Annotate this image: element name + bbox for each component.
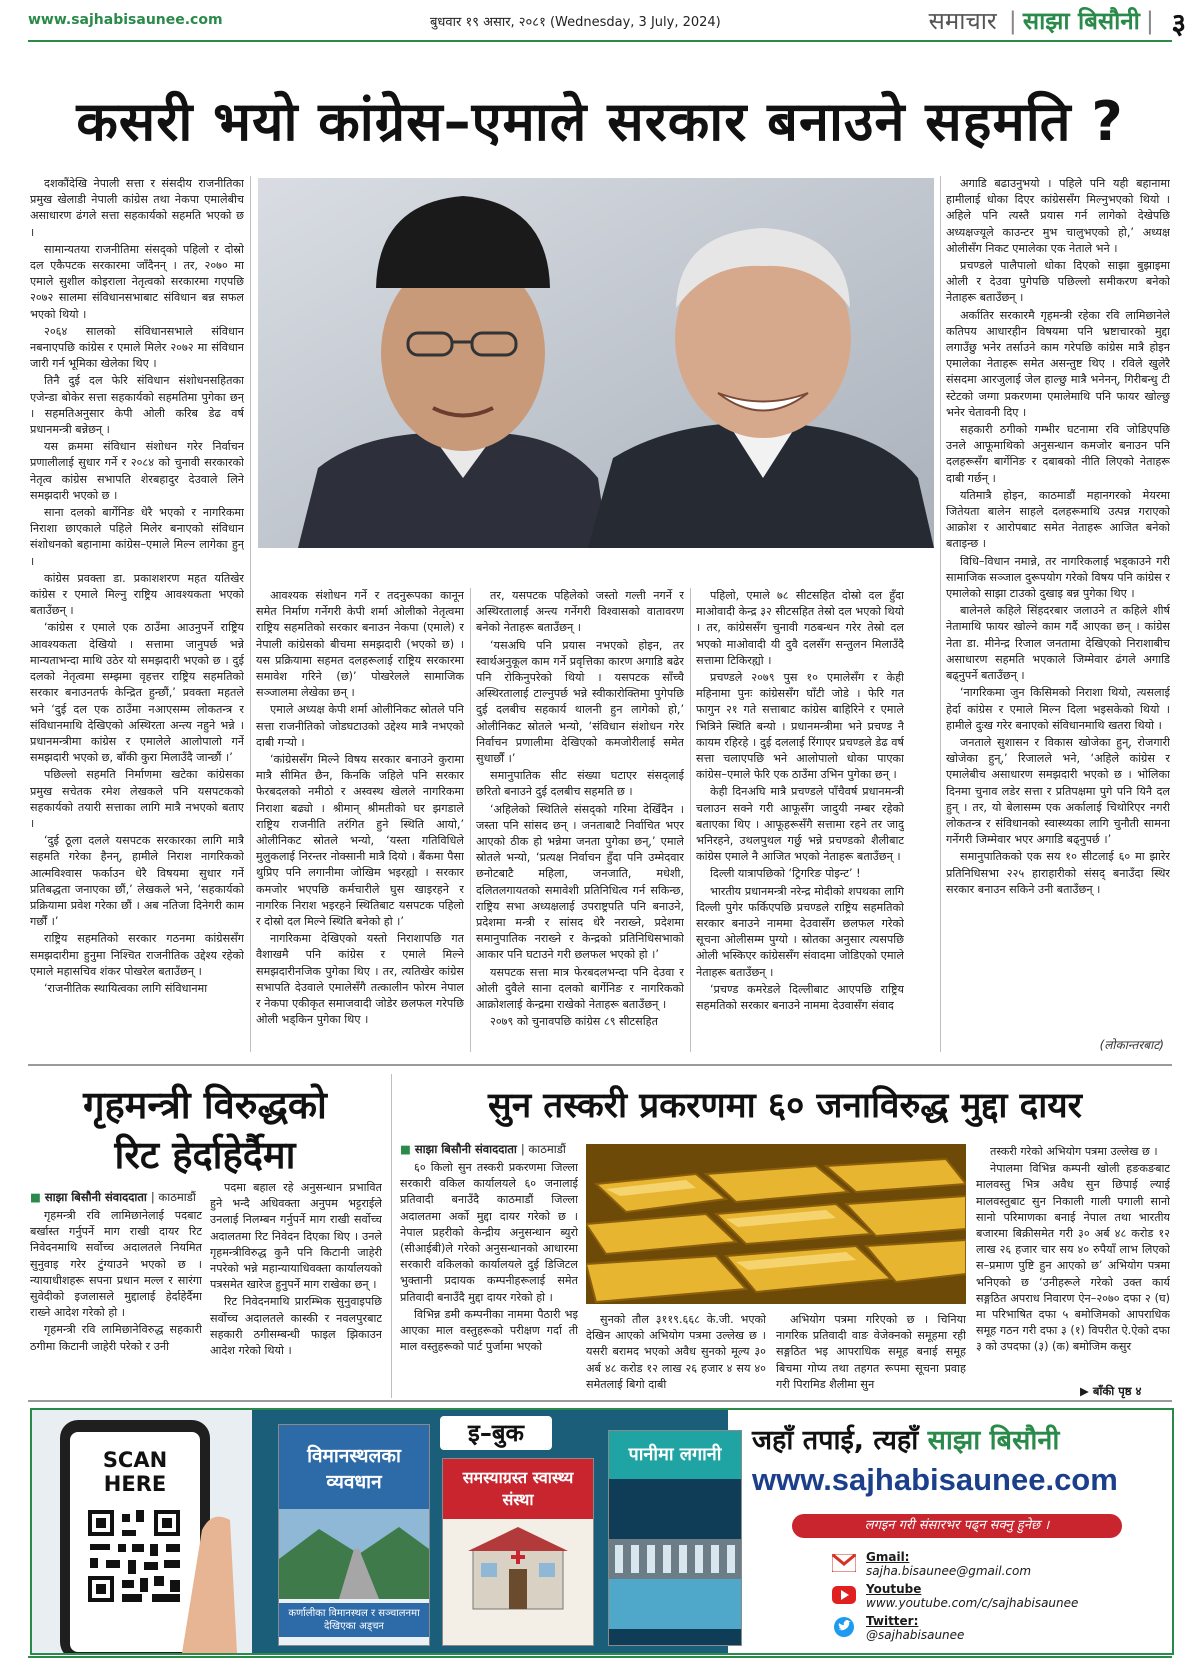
story3-col-3 [776,1312,966,1398]
contact-label: Youtube [866,1582,922,1596]
tagline [752,1420,1162,1457]
paragraph: पछिल्लो सहमति निर्माणमा खटेका कांग्रेसका प्रमुख सचेतक रमेश लेखकले पनि यसपटकको सहकार्यको तयारी सत्ताका लागि मात्रै नभएको बताए । [30,768,244,830]
scan-here-label: SCAN HERE [102,1448,168,1496]
paragraph: अभियोग पत्रमा गरिएको छ । चिनिया नागरिक प्रतिवादी वाङ वेजेक्नको समूहमा रही सङ्गठित भइ आपराधिक समूह बनाई समूह बिचमा गोप्य तथा तहगत रूपमा सूचना प्रवाह गरी पिरामिड शैलीमा सुन [776,1313,966,1391]
paragraph: भारतीय प्रधानमन्त्री नरेन्द्र मोदीको शपथका लागि दिल्ली पुगेर फर्किएपछि प्रचण्डले राष्ट्रिय सहमतिको सरकार बनाउने नाममा देउवासँग छलफल गरेको सूचना ओलीसम्म पुग्यो । स्रोतका अनुसार त्यसपछि ओली भस्किएर कांग्रेससँग संवादमा जोडिएको एमाले नेताहरू बताउँछन् । [696,884,904,979]
site-url[interactable]: www.sajhabisaunee.com [28,12,223,28]
main-col-1 [30,176,244,1052]
book-cover-2[interactable] [442,1458,594,1646]
paragraph: २०६४ सालको संविधानसभाले संविधान नबनाएपछि कांग्रेस र एमाले मिलेर २०७२ मा संविधान जारी गर्न भूमिका खेलेका थिए । [30,324,244,371]
byline-place: | काठमाडौं [520,1142,566,1156]
gold-bars-photo [586,1144,966,1304]
byline-place: | काठमाडौं [150,1190,196,1204]
ebook-label: इ–बुक [468,1419,524,1447]
paragraph: सामान्यतया राजनीतिमा संसद्को पहिलो र दोस्रो दल एकैपटक सरकारमा जाँदैनन् । तर, २०७० मा एमाले सुशील कोइराला नेतृत्वको सरकारमा गएपछि २०७२ सालमा संविधानसभाबाट संविधान बन्न सफल भएको थियो । [30,242,244,321]
paragraph: बालेनले कहिले सिंहदरबार जलाउने त कहिले शीर्ष नेतामाथि फायर खोल्ने काम गर्दै आएका छन् । कांग्रेस नेता डा. मीनेन्द्र रिजाल जनतामा देखिएको निराशाबीच असाधारण सहमति भएकाले जिम्मेवार ढंगले अगाडि बढ्नुपर्ने बताउँछन् । [946,604,1170,683]
paragraph: ‘अहिलेको स्थितिले संसद्को गरिमा देखिँदैन । जस्ता पनि सांसद छन् । जनताबाटै निर्वाचित भएर आएको ठीक हो भन्नेमा जनता पुगेका छन्,’ एमाले स्रोतले भन्यो, ‘प्रत्यक्ष निर्वाचन हुँदा पनि उम्मेदवार छनोटबाटै महिला, जनजाति, मधेशी, दलितलगायतको समावेशी प्रतिनिधित्व गर्न सकिन्छ, राष्ट्रिय सभा अध्यक्षलाई उपराष्ट्रपति पनि बनाउने, प्रदेशमा मन्त्री र सांसद धेरै नराख्ने, प्रदेशमा समानुपातिक नराख्ने र केन्द्रको प्रतिनिधिसभाको आकार पनि घटाउने गरी छलफल भएको हो ।’ [476,802,684,962]
contact-youtube[interactable] [832,1582,1152,1612]
main-col-4 [696,588,904,1052]
book-3-title: पानीमा लगानी [609,1431,741,1479]
paragraph: सहकारी ठगीको गम्भीर घटनामा रवि जोडिएपछि उनले आफूमाथिको अनुसन्धान कमजोर बनाउन पनि दलहरूसँग बार्गेनिङ र दबाबको नीति लिएको नेताहरू दाबी गर्छन् । [946,423,1170,485]
masthead: समाचार | साझा बिसौनी | [928,7,1154,35]
paragraph: प्रचण्डले २०७९ पुस १० एमालेसँग र केही महिनामा पुनः कांग्रेससँग घाँटी जोडे । फेरि गत फागुन २१ गते सत्ताबाट कांग्रेस बाहिरिने र एमाले भित्रिने स्थिति बन्यो । प्रधानमन्त्रीमा भने प्रचण्ड नै कायम रहिरहे । दुई दललाई रिंगाएर प्रचण्डले डेढ वर्ष सत्ता चलाएपछि भने आलोपालो धोका पाएका कांग्रेस–एमाले फेरि एक ठाउँमा उभिन पुगेका छन् । [696,671,904,782]
paragraph: समानुपातिक सीट संख्या घटाएर संसद्लाई छरितो बनाउने दुई दलबीच सहमति छ । [476,769,684,799]
column-divider [470,588,471,1052]
story2-headline [30,1080,380,1180]
book-cover-1[interactable] [278,1424,430,1646]
paragraph: एमाले अध्यक्ष केपी शर्मा ओलीनिकट स्रोतले पनि सत्ता राजनीतिको जोडघटाउको उद्देश्य मात्रै नभएको दाबी गर्‍यो । [256,703,464,749]
book-2-title: समस्याग्रस्त स्वास्थ्य संस्था [443,1459,593,1519]
column-divider [391,1074,392,1398]
paragraph: ‘यसअघि पनि प्रयास नभएको होइन, तर स्वार्थअनुकूल काम गर्ने प्रवृत्तिका कारण अगाडि बढेर पनि रोकिनुपरेको थियो । यसपटक साँच्चै अस्थिरतालाई टाल्नुपर्छ भन्ने स्वीकारोक्तिमा पुगेपछि दुई दलबीच सहकार्य थालनी हुन लागेको हो,’ ओलीनिकट स्रोतले भन्यो, ‘संविधान संशोधन गरेर निर्वाचन प्रणालीमा देखिएको कमजोरीलाई समेत सुधार्छौं ।’ [476,638,684,766]
paragraph: ‘नागरिकमा जुन किसिमको निराशा थियो, त्यसलाई हेर्दा कांग्रेस र एमाले मिल्न दिला भइसकेको थियो । हामीले दुःख गरेर बनाएको संविधानमाथि खतरा थियो । [946,686,1170,732]
paragraph: कांग्रेस प्रवक्ता डा. प्रकाशशरण महत यतिखेर कांग्रेस र एमाले मिल्नु राष्ट्रिय आवश्यकता भएको बताउँछन् । [30,571,244,618]
story2-headline-line2: रिट हेर्दाहेर्दैमा [114,1133,296,1177]
byline-name: साझा बिसौनी संवाददाता [44,1190,147,1204]
paragraph: गृहमन्त्री रवि लामिछानेलाई पदबाट बर्खास्त गर्नुपर्ने माग राखी दायर रिट निवेदनमाथि सर्वोच्च अदालतले नियमित सुनुवाइ गरेर टुंग्याउने भएको छ । न्यायाधीशहरू सपना प्रधान मल्ल र सारंगा सुवेदीको इजलासले मुद्दालाई हेर्दाहेर्दैमा राख्ने आदेश गरेको हो । [30,1209,202,1320]
column-divider [690,588,691,1052]
paragraph: विभिन्न डमी कम्पनीका नाममा पैठारी भइ आएका माल वस्तुहरूको परीक्षण गर्दा ती माल वस्तुहरूको पार्ट पुर्जामा भएको [400,1307,578,1354]
paragraph: जनताले सुशासन र विकास खोजेका हुन्, रोजगारी खोजेका हुन्,’ रिजालले भने, ‘अहिले कांग्रेस र एमालेबीच असाधारण समझदारी भएको छ । भोलिका दिनमा चुनाव लडेर सत्ता र प्रतिपक्षमा पुगे पनि यिनै दल हुन् । तर, यो बेलासम्म एक अर्कालाई चिथोरिएर नगरी लोकतन्त्र र संविधानको स्वास्थ्यका लागि चुनौती सामना गर्नेगरी जिम्मेवार भएर अगाडि बढ्नुपर्छ ।’ [946,735,1170,847]
paragraph: प्रचण्डले पालैपालो धोका दिएको साझा बुझाइमा ओली र देउवा पुगेपछि पछिल्लो समीकरण बनेको नेताहरू बताउँछन् । [946,259,1170,305]
tagline-text: जहाँ तपाई, त्यहाँ [752,1425,919,1456]
paragraph: नेपालमा विभिन्न कम्पनी खोली हङकङबाट मालवस्तु भित्र अवैध सुन छिपाई ल्याई मालवस्तुबाट सुन निकाली गाली पगाली सानो सानो परिमाणका बनाई नेपाल तथा भारतीय बजारमा बिक्रीसमेत गरी ३० अर्ब ४८ करोड १२ लाख २६ हजार चार सय ४० रुपैयाँ लाभ लिएको स–प्रमाण पुष्टि हुन आएको छ’ अभियोग पत्रमा भनिएको छ ‘उनीहरूले गरेको उक्त कार्य सङ्गठित अपराध निवारण ऐन–२०७० दफा २ (घ) मा परिभाषित दफा ५ बमोजिमको आपराधिक समूह गठन गरी दफा ३ (१) विपरीत ऐ.ऐको दफा ३ को उपदफा (३) (क) बमोजिम कसुर [976,1162,1170,1354]
paragraph: ६० किलो सुन तस्करी प्रकरणमा जिल्ला सरकारी वकिल कार्यालयले ६० जनालाई प्रतिवादी बनाउँदै काठमाडौं जिल्ला अदालतमा अर्को मुद्दा दायर गरेको छ । नेपाल प्रहरीको केन्द्रीय अनुसन्धान ब्युरो (सीआईबी)ले गरेको अनुसन्धानको आधारमा सरकारी वकिलको कार्यालयले दुई डिजिटल भुक्तानी प्रदायक कम्पनीहरूलाई समेत प्रतिवादी बनाउँदै मुद्दा दायर गरेको हो । [400,1161,578,1304]
column-divider [250,176,251,1052]
contact-gmail[interactable] [832,1550,1152,1580]
paragraph: तस्करी गरेको अभियोग पत्रमा उल्लेख छ । [990,1145,1158,1158]
paragraph: यसपटक सत्ता मात्र फेरबदलभन्दा पनि देउवा र ओली दुवैले साना दलको बार्गेनिङ र नागरिकको आक्रोशलाई केन्द्रमा राखेको नेताहरू बताउँछन् । [476,965,684,1012]
tagline-brand: साझा बिसौनी [927,1425,1060,1456]
youtube-icon [832,1586,856,1604]
continued-label[interactable]: ▶ बाँकी पृष्ठ ४ [1080,1384,1142,1398]
story2-col-2 [210,1180,382,1398]
section-divider [28,1400,1172,1402]
story2-col-1 [30,1208,202,1398]
contact-value: sajha.bisaunee@gmail.com [866,1564,1032,1578]
issue-date: बुधवार १९ असार, २०८१ (Wednesday, 3 July, 2024) [430,15,721,30]
brand-name: साझा बिसौनी [1022,7,1140,35]
runway-illustration [279,1509,429,1599]
page-number: ३ [1171,7,1186,40]
paragraph: पहिलो, एमाले ७८ सीटसहित दोस्रो दल हुँदा माओवादी केन्द्र ३२ सीटसहित तेस्रो दल भएको थियो । तर, कांग्रेससँग चुनावी गठबन्धन गरेर तेस्रो दल भएको माओवादी यी दुवै दलसँग सन्तुलन मिलाउँदै सत्तामा टिकिरह्यो । [696,589,904,667]
paragraph: रिट निवेदनमाथि प्रारम्भिक सुनुवाइपछि सर्वोच्च अदालतले कास्की र नवलपुरबाट सहकारी ठगीसम्बन्धी फाइल झिकाउन आदेश गरेको थियो । [210,1295,382,1358]
paragraph: राष्ट्रिय सहमतिको सरकार गठनमा कांग्रेससँग समझदारीमा हुनुमा निश्चित राजनीतिक उद्देश्य रहेको एमाले महासचिव शंकर पोखरेल बताउँछन् । [30,932,244,978]
news-source: (लोकान्तरबाट) [1099,1038,1164,1052]
book-1-subtitle: कर्णालीका विमानस्थल र सञ्चालनमा देखिएका अड्चन [279,1603,429,1637]
login-banner [792,1514,1122,1538]
paragraph: ‘राजनीतिक स्थायित्वका लागि संविधानमा [44,981,208,995]
paragraph: गृहमन्त्री रवि लामिछानेविरुद्ध सहकारी ठगीमा किटानी जाहेरी परेको र उनी [30,1323,202,1353]
story2-byline: ■ साझा बिसौनी संवाददाता | काठमाडौं [30,1190,196,1204]
paragraph: ‘प्रचण्ड कमरेडले दिल्लीबाट आएपछि राष्ट्रिय सहमतिको सरकार बनाउने नाममा देउवासँग संवाद [696,982,904,1013]
story3-col-2 [586,1312,766,1398]
paragraph: दिल्ली यात्रापछिको ‘ट्रिगरिङ पोइन्ट’ ! [710,867,861,881]
paragraph: अगाडि बढाउनुभयो । पहिले पनि यही बहानामा हामीलाई धोका दिएर कांग्रेससँग मिल्नुभएको थियो । अहिले पनि त्यस्तै प्रयास गर्न लागेको देखेपछि अध्यक्षज्यूले काउन्टर मुभ चालुभएको हो,’ अध्यक्ष ओलीसँग निकट एमालेका एक नेताले भने । [946,177,1170,255]
paragraph: यस क्रममा संविधान संशोधन गरेर निर्वाचन प्रणालीलाई सुधार गर्ने र २०८४ को चुनावी सरकारको नेतृत्व कांग्रेस सभापति शेरबहादुर देउवाले लिने समझदारी भएको छ । [30,440,244,502]
dam-illustration [609,1479,741,1629]
paragraph: ‘कांग्रेससँग मिल्ने विषय सरकार बनाउने कुरामा मात्रै सीमित छैन, किनकि जहिले पनि सरकार फेरबदलको नमीठो र अस्वस्थ खेलले नागरिकमा निराशा बढ्यो । श्रीमान् श्रीमतीको घर झगडाले राष्ट्रिय राजनीति तरंगित हुने स्थिति आयो,’ ओलीनिकट स्रोतले भन्यो, ‘यस्ता गतिविधिले मुलुकलाई निरन्तर नोक्सानी मात्रै दियो । बैंकमा पैसा थुप्रिए पनि लगानीमा जोखिम भइरह्यो । सरकार कमजोर भएपछि कर्मचारीले घुस खाइरहने र नागरिक निराश भइरहने स्थितिबाट यसपटक पहिलो र दोस्रो दल मिल्ने स्थिति बनेको हो ।’ [256,753,464,929]
contact-label: Twitter: [866,1614,919,1628]
twitter-icon [832,1617,856,1637]
column-divider [940,176,941,1052]
paragraph: पदमा बहाल रहे अनुसन्धान प्रभावित हुने भन्दै अधिवक्ता अनुपम भट्टराईले उनलाई निलम्बन गर्नुपर्ने माग राखी सर्वोच्च अदालतमा रिट निवेदन दिएका थिए । उनले गृहमन्त्रीविरुद्ध कुनै पनि किटानी जाहेरी नपरेको भन्ने महान्यायाधिवक्ता कार्यालयको पत्रसमेत खारेज हुनुपर्ने माग राखेका छन् । [210,1181,382,1292]
contact-value: www.youtube.com/c/sajhabisaunee [866,1596,1079,1610]
header-rule [28,40,1172,42]
footer-rule [28,1656,1172,1658]
story2-headline-line1: गृहमन्त्री विरुद्धको [83,1083,327,1127]
paragraph: साना दलको बार्गेनिङ धेरै भएको र नागरिकमा निराशा छाएकाले पहिले मिलेर बनाएको संविधान संशोधनको बहानामा कांग्रेस–एमाले मिल्न लागेका हुन् । [30,506,244,568]
story3-byline: ■ साझा बिसौनी संवाददाता | काठमाडौं [400,1142,566,1156]
paragraph: समानुपातिकको एक सय १० सीटलाई ६० मा झारेर प्रतिनिधिसभा २२५ हाराहारीको संसद् बनाउँदा स्थिर सरकार बनाउन सकिने उनी बताउँछन् । [946,850,1170,896]
paragraph: तिनै दुई दल फेरि संविधान संशोधनसहितका एजेन्डा बोकेर सत्ता सहकार्यको सहमतिमा पुगेका छन् । सहमतिअनुसार केपी ओली करिब डेढ वर्ष प्रधानमन्त्री बन्नेछन् । [30,374,244,437]
paragraph: केही दिनअघि मात्रै प्रचण्डले पाँचैवर्ष प्रधानमन्त्री चलाउन सक्ने गरी आफूसँग जादुयी नम्बर रहेको बताएका थिए । आफूहरूसँगै सत्तामा रहने तर जादु भनिरहने, उथलपुथल गर्छु भन्ने प्रचण्डको शैलीबाट कांग्रेस एमाले नै आजित भएको नेताहरू बताउँछन् । [696,785,904,864]
paragraph: सुनको तौल ३११९.६६८ के.जी. भएको देखिन आएको अभियोग पत्रमा उल्लेख छ । यसरी बरामद भएको अवैध सुनको मूल्य ३० अर्ब ४८ करोड १२ लाख २६ हजार ४ सय ४० समेतलाई बिगो दाबी [586,1313,766,1391]
main-col-3 [476,588,684,1052]
leaders-photo [258,178,934,548]
paragraph: ‘कांग्रेस र एमाले एक ठाउँमा आउनुपर्ने राष्ट्रिय आवश्यकता देखियो । सत्तामा जानुपर्छ भन्ने मान्यताभन्दा माथि उठेर यो समझदारी भएको छ । दुई दलको नेतृत्वमा सम्झमा वृहत्तर राष्ट्रिय सहमतिको सरकार बनाउनतर्फ केन्द्रित हुन्छौं,’ प्रवक्ता महतले भने ‘दुई दल एक ठाउँमा नआएसम्म लोकतन्त्र र संविधानमाथि देखिएको अस्थिरता अन्त्य नहुने भन्ने । प्रधानमन्त्रीमा कांग्रेस र एमालेले आलोपालो गर्ने समझदारी भएको छ, बाँकी कुरा मिलाउँदै जान्छौं ।’ [30,621,244,765]
story3-col-4 [976,1144,1170,1382]
section-label: समाचार [928,7,997,35]
paragraph: यतिमात्रै होइन, काठमाडौं महानगरको मेयरमा जितेयता बालेन साहले दलहरूमाथि उत्पन्न गराएको आक्रोश र आरोपबाट समेत नेताहरू आजित बनेको बताइन्छ । [946,488,1170,551]
story3-col-1 [400,1160,578,1398]
paragraph: विधि–विधान नमान्ने, तर नागरिकलाई भड्काउने गरी सामाजिक सञ्जाल दुरूपयोग गरेको विषय पनि कांग्रेस र एमालेको साझा टाउको दुखाइ बन्न पुगेका थिए । [946,554,1170,601]
hospital-illustration [443,1519,593,1639]
ebook-label-box [440,1416,552,1450]
contact-label: Gmail: [866,1550,910,1564]
paragraph: नागरिकमा देखिएको यस्तो निराशापछि गत वैशाखमै पनि कांग्रेस र एमाले मिल्ने समझदारीनजिक पुगेका थिए । तर, त्यतिखेर कांग्रेस सभापति देउवाले एमालेसँगै तत्कालीन फोरम नेपाल र नेकपा एकीकृत समाजवादी जोडेर छलफल गरेपछि ओली भड्किन पुगेका थिए । [256,932,464,1027]
section-divider [28,1064,1172,1066]
byline-name: साझा बिसौनी संवाददाता [414,1142,517,1156]
main-col-5 [946,176,1170,1032]
story3-headline: सुन तस्करी प्रकरणमा ६० जनाविरुद्ध मुद्दा दायर [488,1086,1082,1126]
book-cover-3[interactable] [608,1430,742,1646]
book-1-title: विमानस्थलका व्यवधान [279,1425,429,1509]
paragraph: अर्कातिर सरकारमै गृहमन्त्री रहेका रवि लामिछानेले कतिपय आधारहीन विषयमा पनि भ्रष्टाचारको मुद्दा लगाउँछु भनेर तर्साउने काम गरेपछि कांग्रेस मात्रै होइन एमालेका नेताहरू समेत असन्तुष्ट थिए । रविले खुलेरै संसदमा आरजुलाई जेल हाल्छु मात्रै भनेनन्, गिरीबन्धु टी स्टेटको जग्गा प्रकरणमा एमालेमाथि पनि फायर खोल्छु भनेर चेतावनी दिए । [946,308,1170,419]
paragraph: २०७९ को चुनावपछि कांग्रेस ८९ सीटसहित [490,1015,658,1029]
paragraph: आवश्यक संशोधन गर्ने र तदनुरूपका कानून समेत निर्माण गर्नेगरी केपी शर्मा ओलीको नेतृत्वमा राष्ट्रिय सहमतिको सरकार बनाउन नेकपा (एमाले) र नेपाली कांग्रेसको बीचमा समझदारी (भएको छ) । यस प्रक्रियामा सहमत दलहरूलाई राष्ट्रिय सरकारमा समावेश गरिने (छ)’ पोखरेलले सामाजिक सञ्जालमा लेखेका छन् । [256,589,464,700]
ad-website[interactable]: www.sajhabisaunee.com [752,1462,1118,1497]
paragraph: दशकौंदेखि नेपाली सत्ता र संसदीय राजनीतिका प्रमुख खेलाडी नेपाली कांग्रेस तथा नेकपा एमालेबीच असाधारण ढंगले सत्ता सहकार्यको सहमति भएको छ । [30,177,244,239]
gmail-icon [832,1554,856,1572]
qr-panel [32,1410,252,1653]
contact-twitter[interactable] [832,1614,1152,1644]
contact-value: @sajhabisaunee [866,1628,965,1642]
main-headline: कसरी भयो कांग्रेस–एमाले सरकार बनाउने सहमति ? [76,90,1124,153]
main-col-2 [256,588,464,1052]
paragraph: ‘दुई ठूला दलले यसपटक सरकारका लागि मात्रै सहमति गरेका हैनन्, हामीले निराश नागरिकको आत्मविश्वास फर्काउन धेरै विषयमा सुधार गर्ने प्रतिबद्धता जनाएका छौं,’ लेखकले भने, ‘सहकार्यको प्रक्रियामा प्रवेश गरेका छौं । अब नतिजा दिनेगरी काम गर्छौं ।’ [30,834,244,929]
advertisement [30,1408,1174,1655]
login-text: लगइन गरी संसारभर पढ्न सक्नु हुनेछ । [864,1518,1050,1533]
paragraph: तर, यसपटक पहिलेको जस्तो गल्ती नगर्ने र अस्थिरतालाई अन्त्य गर्नेगरी विश्वासको वातावरण बनेको नेताहरू बताउँछन् । [476,589,684,635]
